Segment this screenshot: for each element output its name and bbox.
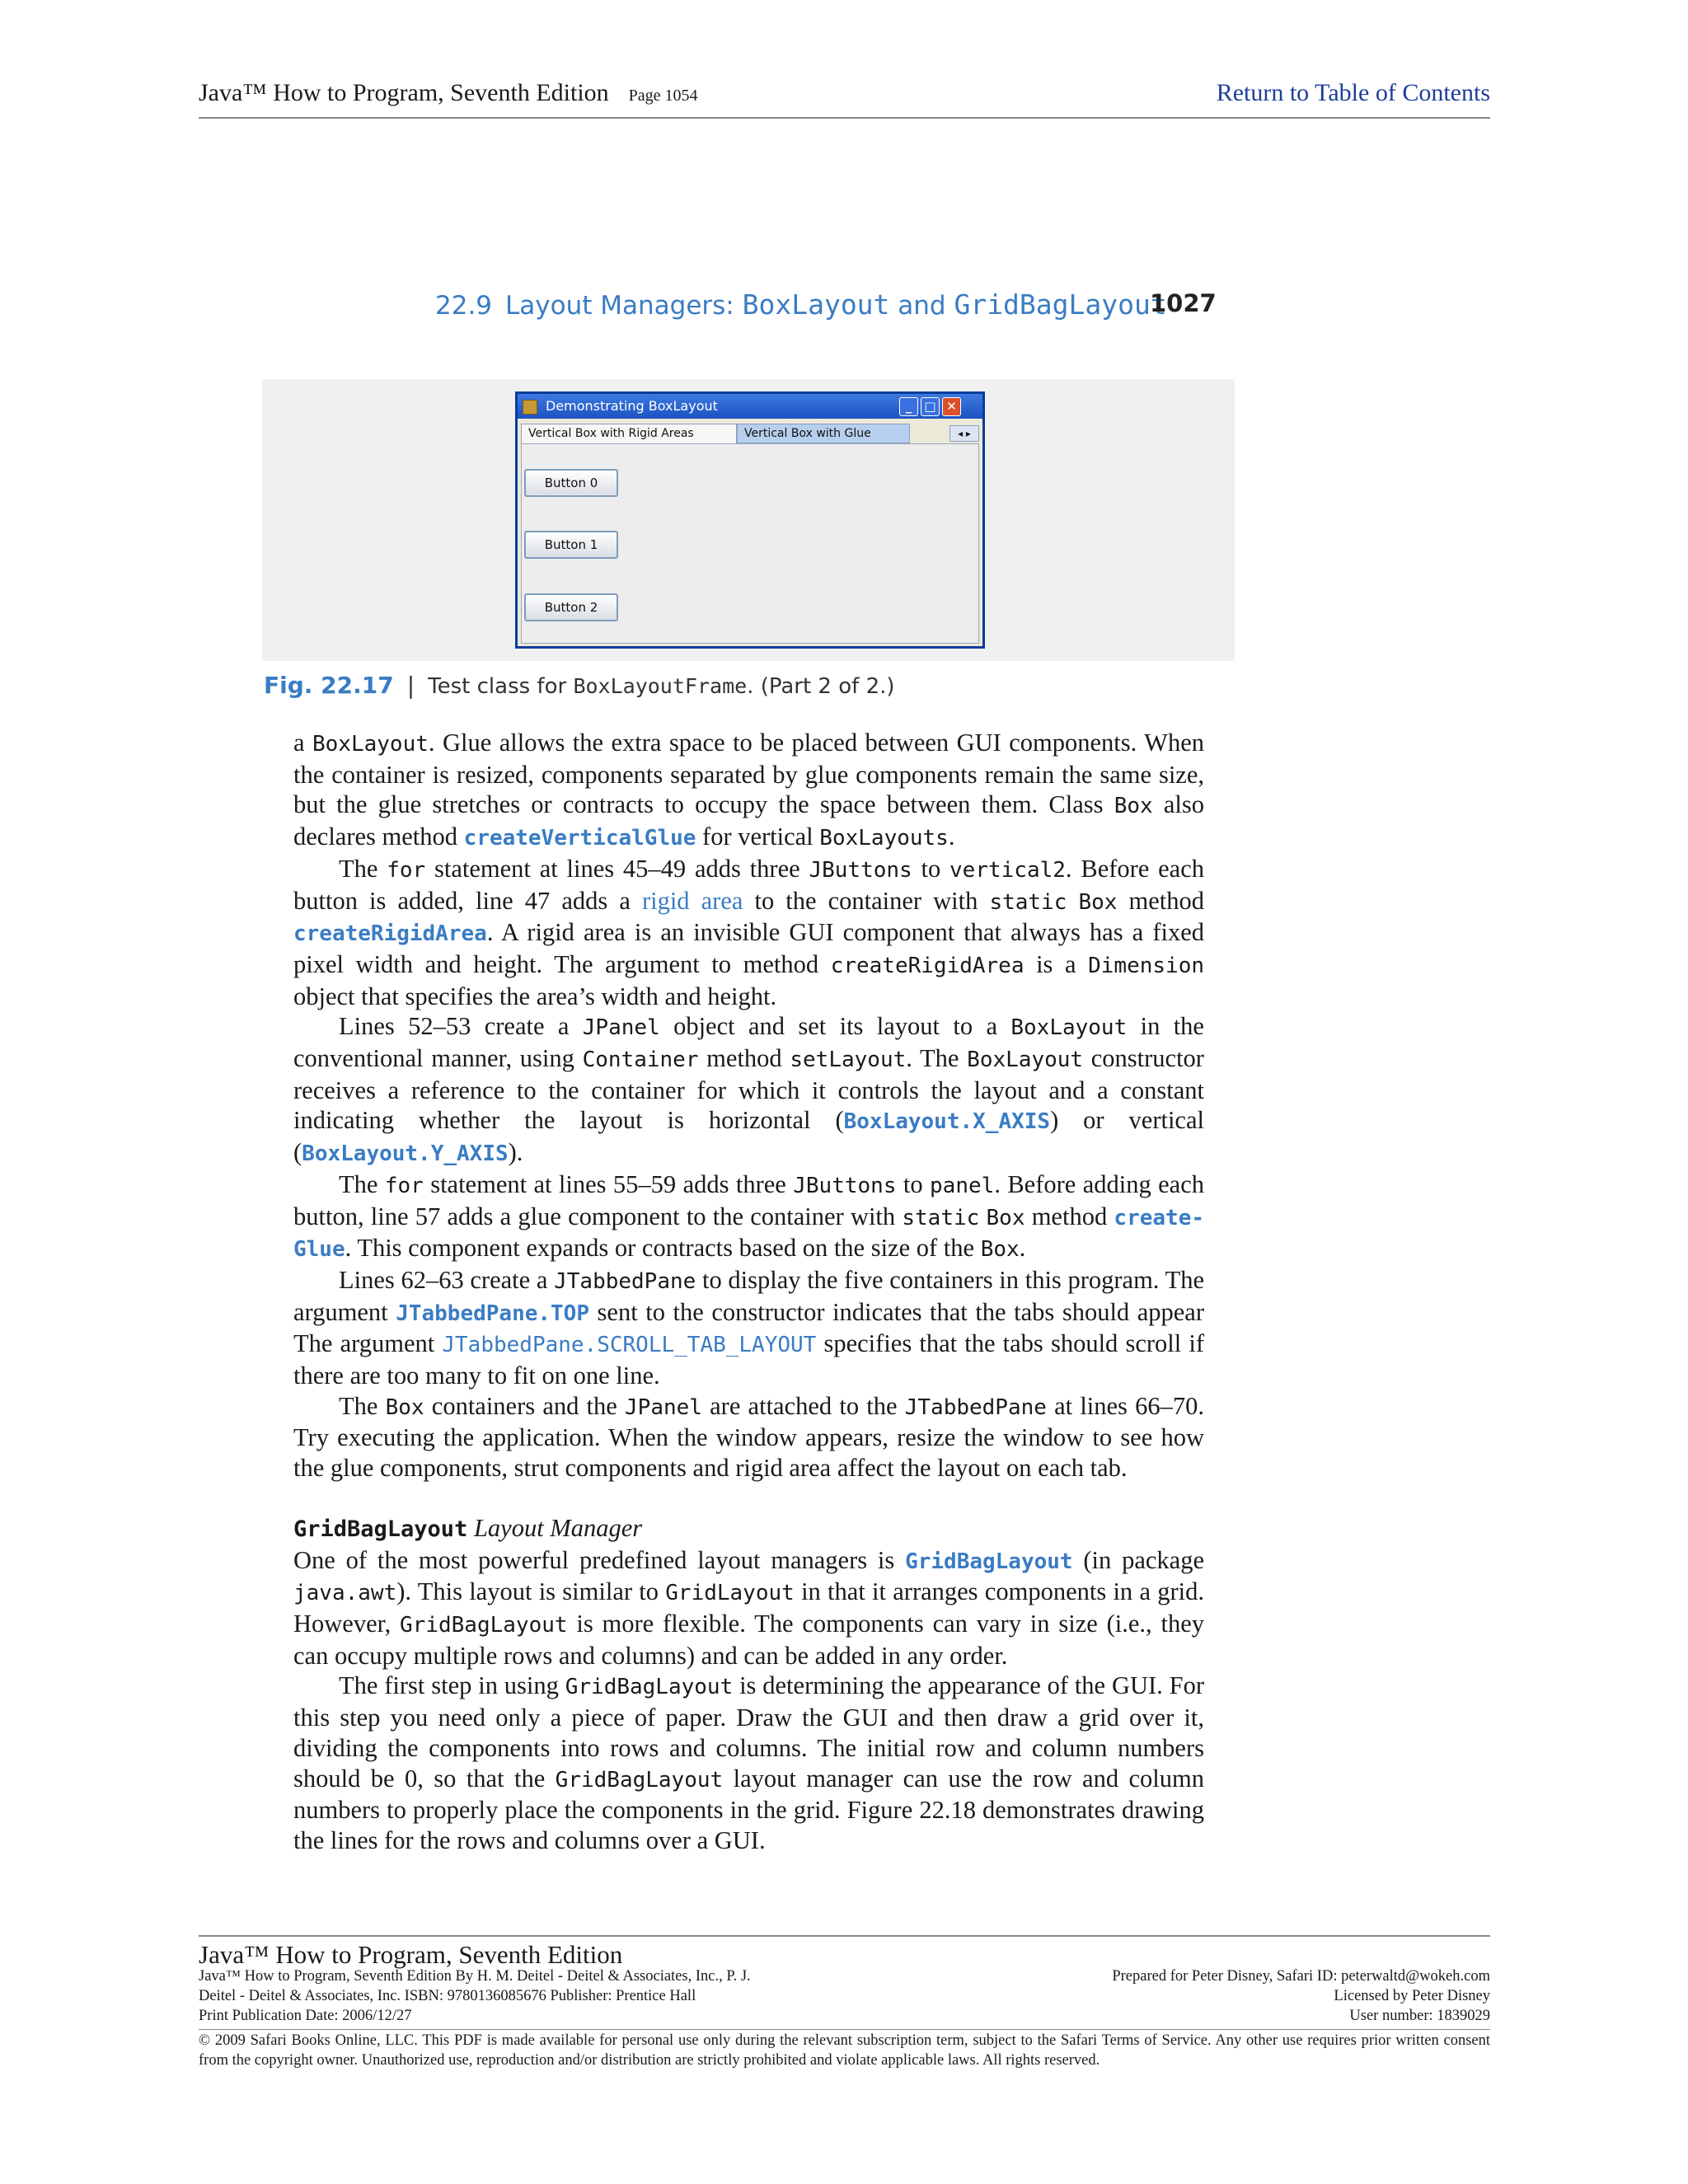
code: Dimension [1088, 953, 1205, 978]
code: panel [930, 1173, 995, 1198]
code: Box [1114, 794, 1153, 819]
button-1[interactable]: Button 1 [524, 531, 618, 559]
section-number: 22.9 [435, 291, 493, 321]
button-0[interactable]: Button 0 [524, 469, 618, 497]
footer-divider [199, 2029, 1490, 2030]
code: GridBagLayout [565, 1675, 734, 1700]
subheading-text: Layout Manager [467, 1513, 643, 1542]
text: . The [906, 1044, 968, 1073]
paragraph-3 [293, 1011, 1204, 1169]
keyword-code: BoxLayout.X_AXIS [843, 1109, 1051, 1135]
text: method [1117, 886, 1204, 915]
text: Lines 62–63 create a [339, 1265, 555, 1294]
code: Box [1078, 889, 1118, 915]
text: (in package [1072, 1545, 1204, 1574]
text: containers and the [424, 1391, 626, 1420]
text: object and set its layout to a [659, 1012, 1011, 1041]
footer-left-2: Deitel - Deitel & Associates, Inc. ISBN: 9780136085676 Publisher: Prentice Hall [199, 1988, 696, 2004]
code: for [387, 857, 426, 883]
text: . Glue allows the extra space to be placed between GUI components. When the container is resized, components separated by glue components remain the same size, but the glue stretches or contracts to occupy the space between them. Class [293, 729, 1204, 819]
text: specifies that the tabs should scroll if there are too many to fit on one line. [293, 1329, 1205, 1390]
maximize-icon[interactable]: □ [921, 397, 940, 416]
paragraph-6 [293, 1391, 1204, 1483]
text: to [912, 854, 950, 883]
text: The [339, 1169, 385, 1198]
running-head-and: and [889, 291, 954, 321]
code: setLayout [790, 1047, 907, 1073]
text: statement at lines 55–59 adds three [423, 1169, 794, 1198]
text: ). This layout is similar to [396, 1577, 666, 1606]
text: at lines 66–70. Try executing the application. When the window appears, resize the window to see how the glue components, strut components and rigid area affect the layout on each tab. [293, 1391, 1204, 1483]
header-page-label: Page 1054 [628, 87, 698, 105]
tab-glue[interactable]: Vertical Box with Glue [737, 424, 910, 443]
running-head-prefix: Layout Managers: [505, 291, 743, 321]
paragraph-5 [293, 1265, 1204, 1391]
text: One of the most powerful predefined layout managers is [293, 1545, 906, 1574]
text: . [948, 823, 955, 851]
app-window [515, 391, 985, 649]
subheading-code: GridBagLayout [293, 1516, 468, 1542]
text: also declares method [293, 790, 1204, 851]
paragraph-4 [293, 1169, 1204, 1265]
minimize-icon[interactable]: _ [899, 397, 918, 416]
code: BoxLayout [312, 732, 429, 757]
paragraph-1 [293, 728, 1204, 854]
footer-left-1: Java™ How to Program, Seventh Edition By H. M. Deitel - Deitel & Associates, Inc., P. J. [199, 1968, 751, 1985]
body-text [293, 728, 1204, 1856]
text: The [339, 1391, 386, 1420]
paragraph-8 [293, 1671, 1204, 1855]
text: sent to the constructor indicates that the tabs should appear The argument [293, 1297, 1204, 1358]
keyword-code: GridBagLayout [905, 1549, 1073, 1574]
text: Lines 52–53 create a [339, 1012, 583, 1041]
running-head-code1: BoxLayout [742, 288, 890, 321]
text: constructor receives a reference to the container for which it controls the layout and a constant indicating whether the layout is horizontal ( [293, 1044, 1204, 1135]
text: method [698, 1044, 790, 1073]
text: . This component expands or contracts based on the size of the [345, 1234, 981, 1263]
text: to display the five containers in this program. The argument [293, 1265, 1204, 1326]
caption-label: Fig. 22.17 [264, 672, 394, 699]
caption-text1: Test class for [428, 674, 574, 699]
section-subheading [293, 1513, 1204, 1545]
text: layout manager can use the row and column numbers to properly place the components in the grid. Figure 22.18 demonstrates drawing the lines for the rows and columns over a GUI. [293, 1764, 1204, 1854]
header-title-text: Java™ How to Program, Seventh Edition [199, 79, 609, 106]
text: . A rigid area is an invisible GUI component that always has a fixed pixel width and height. The argument to method [293, 918, 1204, 978]
paragraph-2 [293, 854, 1204, 1012]
keyword-code: JTabbedPane.SCROLL_TAB_LAYOUT [442, 1333, 817, 1358]
text: The [339, 854, 387, 883]
text: is determining the appearance of the GUI. For this step you need only a piece of paper. Draw the GUI and then draw a grid over it, dividing the components into rows and columns. The initial row and column numbers should be 0, so that the [293, 1671, 1204, 1793]
code: static [989, 889, 1067, 915]
caption-separator: | [406, 672, 415, 699]
code: BoxLayouts [819, 826, 949, 851]
footer-right-3: User number: 1839029 [1349, 2008, 1490, 2024]
text: ). [508, 1138, 523, 1167]
code: JTabbedPane [554, 1268, 696, 1294]
code: GridBagLayout [400, 1612, 568, 1638]
footer-right-1: Prepared for Peter Disney, Safari ID: peterwaltd@wokeh.com [1112, 1968, 1490, 1985]
keyword-code: createVerticalGlue [463, 826, 696, 851]
caption-text [428, 674, 894, 699]
text: are attached to the [701, 1391, 905, 1420]
text: statement at lines 45–49 adds three [425, 854, 809, 883]
text: The first step in using [339, 1671, 565, 1700]
keyword-code: createRigidArea [293, 921, 487, 947]
paragraph-7 [293, 1545, 1204, 1671]
close-icon[interactable]: ✕ [942, 397, 961, 416]
page-header [199, 79, 1490, 119]
footer-copyright: © 2009 Safari Books Online, LLC. This PDF is made available for personal use only during the relevant subscription term, subject to the Safari Terms of Service. Any other use requires prior written consent from the copyright owner. Unauthorized use, reproduction and/or distribution are strictly prohibited and violate applicable laws. All rights reserved. [199, 2032, 1490, 2069]
key-term: rigid area [641, 886, 743, 915]
text: object that specifies the area’s width and height. [293, 982, 777, 1010]
caption-code: BoxLayoutFrame [573, 674, 748, 698]
text [979, 1202, 986, 1230]
window-title: Demonstrating BoxLayout [546, 398, 718, 414]
code: JPanel [625, 1394, 702, 1420]
code: vertical2 [950, 857, 1066, 883]
code: JButtons [809, 857, 912, 883]
keyword-code: create-Glue [293, 1205, 1204, 1263]
code: BoxLayout [967, 1047, 1084, 1073]
code: Container [582, 1047, 699, 1073]
page-footer [199, 1935, 1490, 2069]
text: . Before each button is added, line 47 adds a [293, 854, 1205, 915]
text: ) or vertical ( [293, 1106, 1204, 1167]
footer-right-2: Licensed by Peter Disney [1334, 1988, 1490, 2004]
text: in that it arranges components in a grid. However, [293, 1577, 1204, 1638]
text: a [293, 729, 312, 757]
tab-rigid-areas[interactable]: Vertical Box with Rigid Areas [521, 424, 737, 443]
code: Box [986, 1205, 1025, 1230]
text: to the container with [743, 886, 990, 915]
button-2[interactable]: Button 2 [524, 593, 618, 621]
text: method [1025, 1202, 1114, 1230]
running-head-code2: GridBagLayout [954, 288, 1167, 321]
code: BoxLayout [1010, 1015, 1128, 1041]
code: JPanel [582, 1015, 660, 1041]
keyword-code: JTabbedPane.TOP [396, 1301, 589, 1326]
code: JButtons [793, 1173, 897, 1198]
text: in the conventional manner, using [293, 1012, 1204, 1073]
java-cup-icon [523, 400, 537, 415]
text: to [896, 1169, 931, 1198]
code: createRigidArea [830, 953, 1025, 978]
code: static [902, 1205, 980, 1230]
code: Box [980, 1237, 1020, 1263]
tab-panel [521, 443, 979, 644]
text: . [1019, 1234, 1026, 1263]
tab-scroll-arrows-icon[interactable]: ◂ ▸ [950, 425, 979, 442]
figure-caption [264, 672, 895, 700]
caption-text2: . (Part 2 of 2.) [747, 674, 895, 699]
code: Box [385, 1394, 424, 1420]
code: for [384, 1173, 424, 1198]
text: is a [1024, 949, 1089, 978]
code: JTabbedPane [904, 1394, 1047, 1420]
keyword-code: BoxLayout.Y_AXIS [302, 1141, 509, 1167]
text: for vertical [696, 823, 820, 851]
text: is more flexible. The components can vary in size (i.e., they can occupy multiple rows and columns) and can be added in any order. [293, 1609, 1205, 1670]
tab-strip [521, 424, 979, 443]
header-book-title [199, 79, 698, 107]
footer-left-3: Print Publication Date: 2006/12/27 [199, 2008, 412, 2024]
text [1067, 887, 1078, 915]
toc-link[interactable]: Return to Table of Contents [1216, 79, 1490, 106]
code: GridLayout [665, 1581, 795, 1606]
text: . Before adding each button, line 57 adds a glue component to the container with [293, 1169, 1205, 1230]
footer-title: Java™ How to Program, Seventh Edition [199, 1940, 623, 1969]
code: GridBagLayout [555, 1767, 724, 1793]
code: java.awt [293, 1581, 397, 1606]
page-number: 1027 [1150, 289, 1217, 317]
running-head [435, 288, 1167, 321]
